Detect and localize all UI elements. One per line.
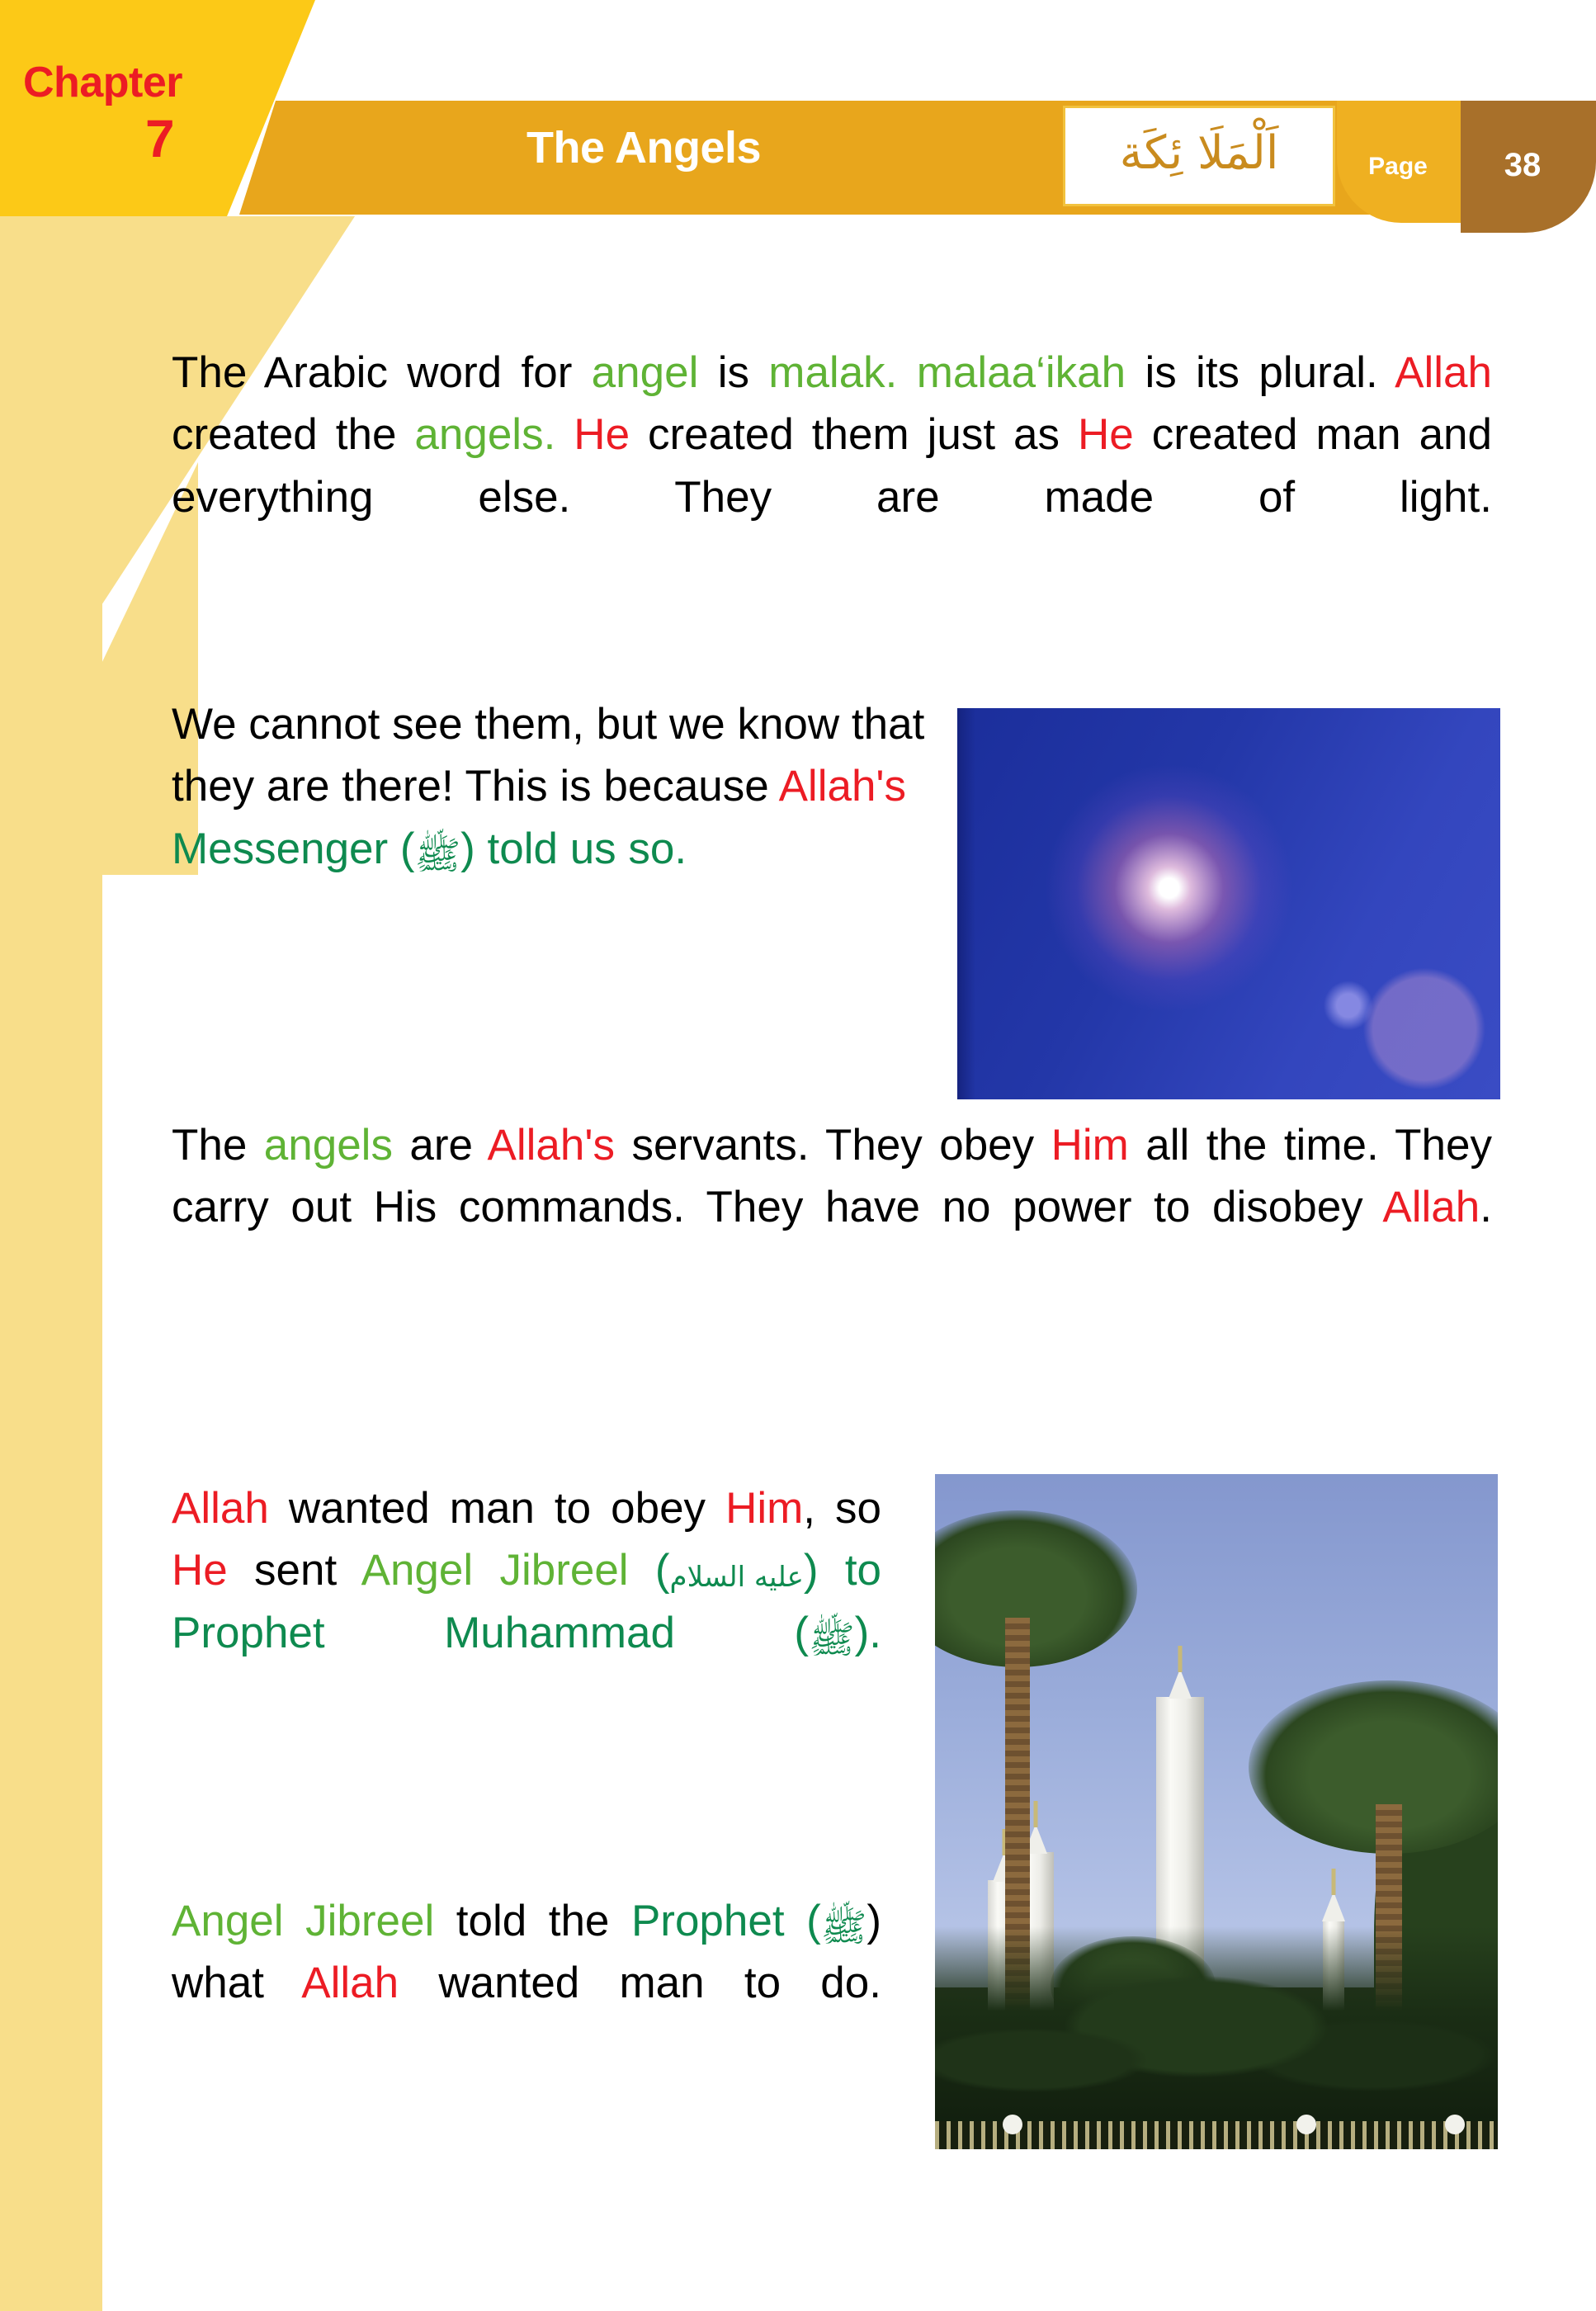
text-run-allah: Allah — [301, 1959, 399, 2008]
arabic-title-box — [1063, 106, 1335, 206]
alayhi-salam-glyph: عليه السلام — [669, 1561, 804, 1595]
text-run: servants. They obey — [615, 1121, 1051, 1170]
text-run-allahs: Allah's — [778, 762, 907, 811]
text-run: We cannot see them, but we know that they are there! This is because — [172, 700, 925, 811]
text-run: all the time. They carry out His commands. They have no power to disobey — [172, 1121, 1492, 1232]
text-run-he: He — [1078, 410, 1134, 460]
salawat-glyph: ﷺ — [414, 832, 461, 877]
text-run-angel: angel — [591, 348, 699, 397]
paragraph-4 — [172, 1477, 881, 1664]
text-run-he: He — [574, 410, 630, 460]
text-run: created them just as — [630, 410, 1078, 460]
text-run: ( — [784, 1897, 821, 1945]
text-run: created the — [172, 410, 415, 460]
text-run-allah: Allah — [172, 1484, 269, 1533]
page-header — [0, 0, 1596, 233]
text-run: The — [172, 1121, 264, 1170]
lamp — [1296, 2115, 1316, 2134]
text-run — [555, 410, 574, 459]
blue-light-flare-photo — [957, 708, 1500, 1099]
text-run: The Arabic word for — [172, 348, 592, 397]
text-run: created man and everything else. They are made of light. — [172, 410, 1492, 522]
text-run: , so — [803, 1484, 881, 1533]
text-run-malak: malak. — [768, 348, 898, 397]
text-run-he: He — [172, 1546, 228, 1595]
text-run-messenger: Messenger — [172, 824, 389, 873]
paragraph-5 — [172, 1890, 881, 2015]
palm-crown — [1249, 1680, 1498, 1854]
salawat-glyph: ﷺ — [820, 1905, 867, 1949]
lamp — [1003, 2115, 1022, 2134]
text-run-him: Him — [725, 1484, 804, 1533]
text-run: are — [392, 1121, 488, 1170]
chapter-number: 7 — [145, 109, 175, 168]
salawat-glyph: ﷺ — [809, 1616, 855, 1661]
text-run: ( — [388, 824, 415, 873]
text-run: wanted man to do. — [399, 1959, 881, 2008]
text-run-him: Him — [1051, 1121, 1129, 1170]
text-run-malaaikah: malaa‘ikah — [916, 348, 1126, 397]
text-run: is — [698, 348, 769, 397]
text-run-angels: angels. — [414, 410, 556, 460]
foliage — [935, 1926, 1498, 2149]
text-run-angels: angels — [263, 1121, 393, 1170]
paragraph-3 — [172, 1114, 1492, 1239]
paragraph-2 — [172, 693, 939, 880]
text-run: . — [1480, 1183, 1492, 1232]
page-label: Page — [1368, 153, 1428, 180]
chapter-label: Chapter — [23, 59, 182, 106]
arabic-title: اَلْمَلَا ئِكَة — [1119, 126, 1279, 180]
text-run: ) told us so. — [460, 824, 687, 873]
text-run-prophet-muhammad: Prophet Muhammad — [172, 1608, 675, 1657]
page-number: 38 — [1504, 147, 1542, 183]
lamp — [1445, 2115, 1465, 2134]
text-run-prophet: Prophet — [630, 1897, 785, 1945]
text-run: is its plural. — [1126, 348, 1395, 397]
text-run: ( — [628, 1546, 670, 1595]
paragraph-1 — [172, 342, 1492, 528]
text-run: sent — [227, 1546, 361, 1595]
text-run-angel-jibreel: Angel Jibreel — [361, 1546, 629, 1595]
text-run: ). — [854, 1608, 882, 1657]
text-run-allah: Allah — [1382, 1183, 1480, 1232]
text-run: told the — [434, 1897, 631, 1945]
page-title: The Angels — [526, 123, 762, 172]
prophets-mosque-photo — [935, 1474, 1498, 2149]
text-run — [897, 348, 916, 397]
text-run: wanted man to obey — [268, 1484, 726, 1533]
text-run: ) what — [172, 1897, 882, 2008]
text-run-allah: Allah — [1395, 348, 1492, 397]
text-run: ( — [674, 1608, 810, 1657]
text-run: ) to — [803, 1546, 882, 1595]
palm-crown — [935, 1510, 1137, 1667]
text-run-allahs: Allah's — [487, 1121, 616, 1170]
text-run-angel-jibreel: Angel Jibreel — [172, 1897, 435, 1945]
